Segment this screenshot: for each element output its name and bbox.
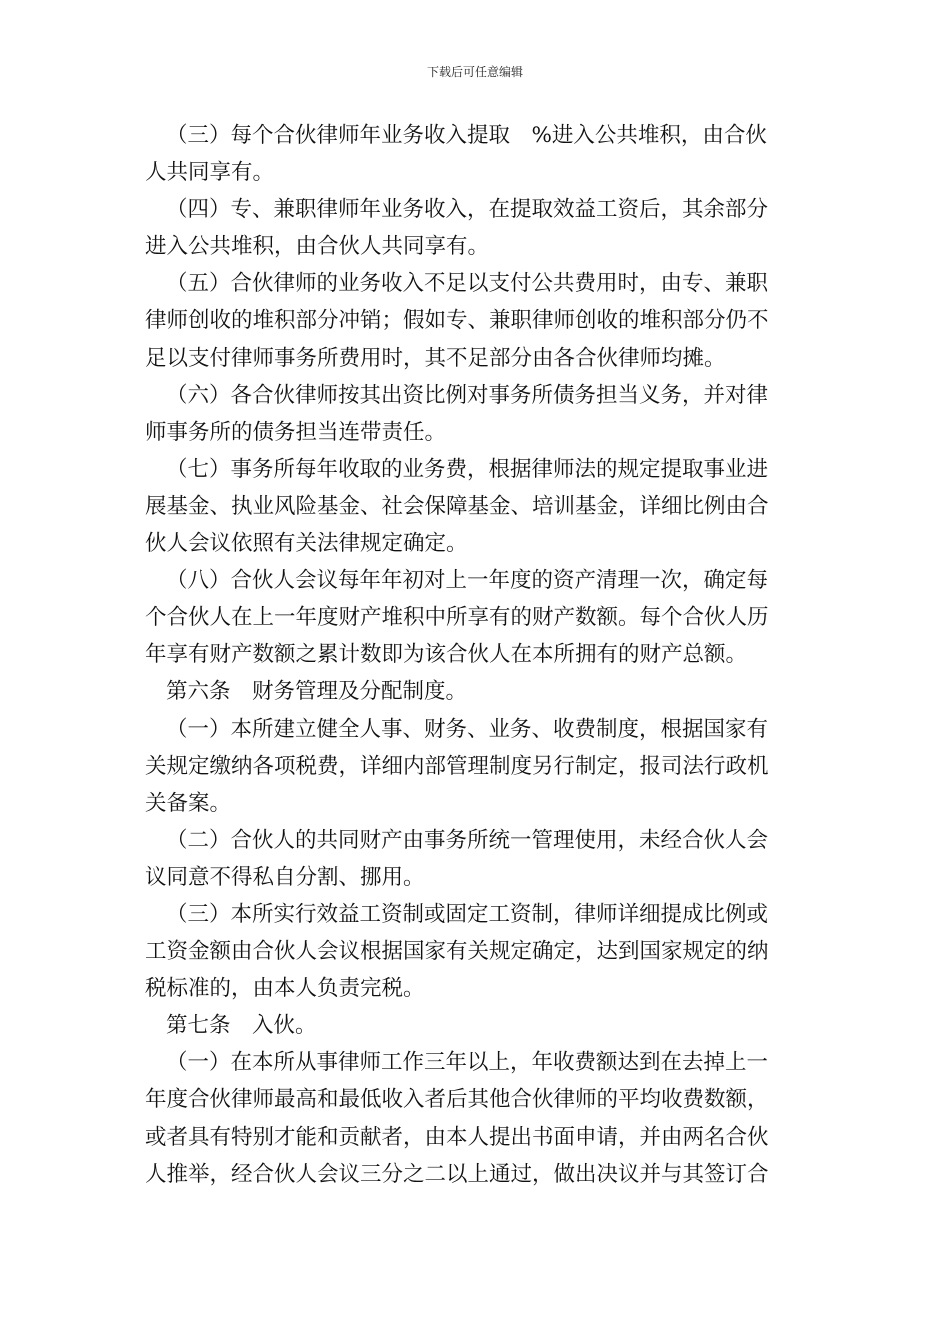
paragraph-line: 个合伙人在上一年度财产堆积中所享有的财产数额。每个合伙人历 — [145, 605, 769, 631]
paragraph-line: 展基金、执业风险基金、社会保障基金、培训基金，详细比例由合 — [145, 493, 769, 519]
paragraph-line: 年度合伙律师最高和最低收入者后其他合伙律师的平均收费数额， — [145, 1087, 769, 1113]
paragraph-line: 关备案。 — [145, 790, 232, 816]
paragraph-line: 进入公共堆积，由合伙人共同享有。 — [145, 234, 490, 260]
paragraph-line: 足以支付律师事务所费用时，其不足部分由各合伙律师均摊。 — [145, 345, 726, 371]
paragraph-line: 税标准的，由本人负责完税。 — [145, 976, 425, 1002]
paragraph-line: 年享有财产数额之累计数即为该合伙人在本所拥有的财产总额。 — [145, 642, 748, 668]
paragraph-line: 律师创收的堆积部分冲销；假如专、兼职律师创收的堆积部分仍不 — [145, 308, 769, 334]
paragraph-line: 师事务所的债务担当连带责任。 — [145, 419, 447, 445]
paragraph-line: （一）本所建立健全人事、财务、业务、收费制度，根据国家有 — [166, 716, 769, 742]
article-heading: 第六条 财务管理及分配制度。 — [166, 679, 468, 705]
paragraph-line: 关规定缴纳各项税费，详细内部管理制度另行制定，报司法行政机 — [145, 753, 769, 779]
page-header: 下载后可任意编辑 — [426, 65, 523, 79]
paragraph-line: 议同意不得私自分割、挪用。 — [145, 864, 425, 890]
paragraph-line: （八）合伙人会议每年年初对上一年度的资产清理一次，确定每 — [166, 568, 769, 594]
paragraph-line: 工资金额由合伙人会议根据国家有关规定确定，达到国家规定的纳 — [145, 939, 769, 965]
paragraph-line: （二）合伙人的共同财产由事务所统一管理使用，未经合伙人会 — [166, 827, 769, 853]
paragraph-line: （五）合伙律师的业务收入不足以支付公共费用时，由专、兼职 — [166, 271, 769, 297]
paragraph-line: 或者具有特别才能和贡献者，由本人提出书面申请，并由两名合伙 — [145, 1124, 769, 1150]
paragraph-line: 人共同享有。 — [145, 160, 275, 186]
paragraph-line: 人推举，经合伙人会议三分之二以上通过，做出决议并与其签订合 — [145, 1161, 769, 1187]
paragraph-line: 伙人会议依照有关法律规定确定。 — [145, 531, 468, 557]
paragraph-line: （四）专、兼职律师年业务收入，在提取效益工资后，其余部分 — [166, 197, 769, 223]
paragraph-line: （一）在本所从事律师工作三年以上，年收费额达到在去掉上一 — [166, 1050, 769, 1076]
paragraph-line: （六）各合伙律师按其出资比例对事务所债务担当义务，并对律 — [166, 382, 769, 408]
document-body — [145, 117, 810, 1193]
paragraph-line: （三）本所实行效益工资制或固定工资制，律师详细提成比例或 — [166, 901, 769, 927]
paragraph-line: （三）每个合伙律师年业务收入提取 %进入公共堆积，由合伙 — [166, 123, 767, 148]
paragraph-line: （七）事务所每年收取的业务费，根据律师法的规定提取事业进 — [166, 456, 769, 482]
article-heading: 第七条 入伙。 — [166, 1013, 317, 1039]
